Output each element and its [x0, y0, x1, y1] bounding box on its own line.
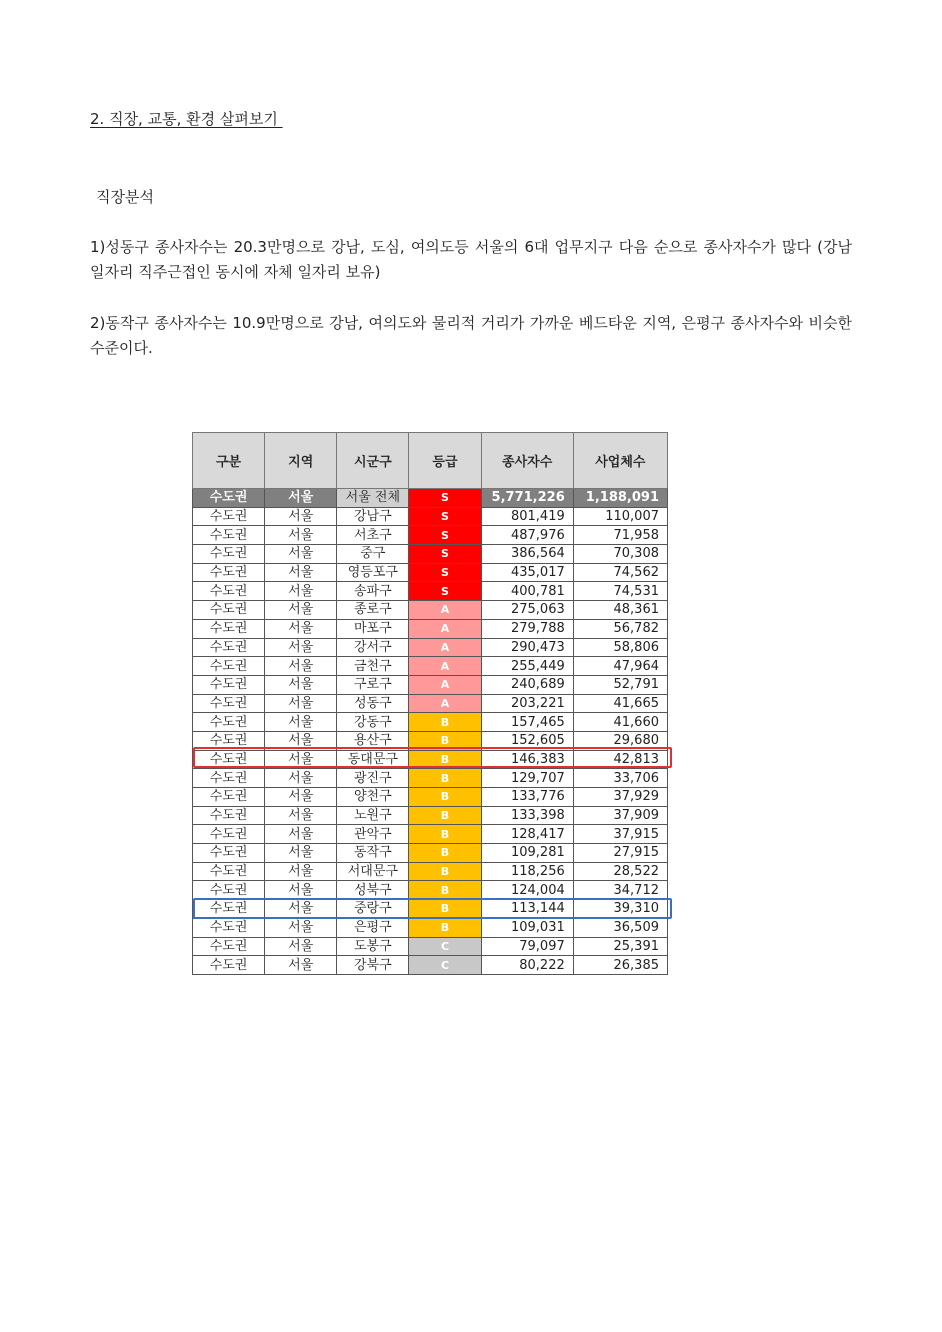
cell-region: 서울	[265, 731, 337, 750]
cell-businesses: 74,531	[573, 582, 667, 601]
cell-grade: S	[409, 507, 481, 526]
cell-workers: 386,564	[481, 545, 573, 564]
cell-area: 수도권	[193, 601, 265, 620]
cell-region: 서울	[265, 918, 337, 937]
cell-district: 동작구	[337, 844, 409, 863]
cell-grade: B	[409, 862, 481, 881]
table-row	[193, 862, 668, 881]
table-row	[193, 788, 668, 807]
cell-area: 수도권	[193, 956, 265, 975]
table-row	[193, 750, 668, 769]
cell-region: 서울	[265, 489, 337, 508]
cell-grade: B	[409, 844, 481, 863]
cell-district: 강북구	[337, 956, 409, 975]
cell-region: 서울	[265, 657, 337, 676]
cell-region: 서울	[265, 694, 337, 713]
cell-region: 서울	[265, 601, 337, 620]
cell-grade: B	[409, 918, 481, 937]
cell-area: 수도권	[193, 731, 265, 750]
cell-district: 중랑구	[337, 900, 409, 919]
cell-region: 서울	[265, 750, 337, 769]
cell-businesses: 110,007	[573, 507, 667, 526]
table-row	[193, 918, 668, 937]
header-grade: 등급	[409, 433, 481, 489]
cell-region: 서울	[265, 563, 337, 582]
cell-workers: 128,417	[481, 825, 573, 844]
cell-region: 서울	[265, 545, 337, 564]
cell-grade: B	[409, 713, 481, 732]
cell-region: 서울	[265, 526, 337, 545]
cell-grade: B	[409, 788, 481, 807]
table-row	[193, 825, 668, 844]
table-row	[193, 657, 668, 676]
header-district: 시군구	[337, 433, 409, 489]
table-row	[193, 601, 668, 620]
cell-region: 서울	[265, 825, 337, 844]
table-row	[193, 545, 668, 564]
cell-region: 서울	[265, 582, 337, 601]
cell-district: 마포구	[337, 619, 409, 638]
cell-area: 수도권	[193, 900, 265, 919]
header-area: 구분	[193, 433, 265, 489]
cell-businesses: 41,660	[573, 713, 667, 732]
cell-region: 서울	[265, 937, 337, 956]
cell-businesses: 56,782	[573, 619, 667, 638]
table-row	[193, 731, 668, 750]
cell-region: 서울	[265, 806, 337, 825]
cell-area: 수도권	[193, 507, 265, 526]
table-row	[193, 881, 668, 900]
table-row	[193, 937, 668, 956]
cell-businesses: 39,310	[573, 900, 667, 919]
cell-district: 관악구	[337, 825, 409, 844]
cell-grade: A	[409, 694, 481, 713]
cell-district: 성동구	[337, 694, 409, 713]
cell-businesses: 71,958	[573, 526, 667, 545]
cell-workers: 203,221	[481, 694, 573, 713]
cell-district: 강동구	[337, 713, 409, 732]
cell-region: 서울	[265, 507, 337, 526]
cell-area: 수도권	[193, 675, 265, 694]
cell-workers: 133,398	[481, 806, 573, 825]
cell-area: 수도권	[193, 825, 265, 844]
header-workers: 종사자수	[481, 433, 573, 489]
cell-district: 영등포구	[337, 563, 409, 582]
cell-grade: B	[409, 881, 481, 900]
cell-region: 서울	[265, 619, 337, 638]
cell-grade: S	[409, 582, 481, 601]
cell-district: 도봉구	[337, 937, 409, 956]
cell-grade: A	[409, 638, 481, 657]
table-row	[193, 507, 668, 526]
cell-workers: 124,004	[481, 881, 573, 900]
cell-grade: C	[409, 956, 481, 975]
cell-businesses: 33,706	[573, 769, 667, 788]
cell-region: 서울	[265, 713, 337, 732]
cell-businesses: 42,813	[573, 750, 667, 769]
cell-grade: C	[409, 937, 481, 956]
cell-district: 은평구	[337, 918, 409, 937]
cell-grade: B	[409, 900, 481, 919]
cell-district: 송파구	[337, 582, 409, 601]
cell-workers: 79,097	[481, 937, 573, 956]
cell-district: 광진구	[337, 769, 409, 788]
table-row	[193, 675, 668, 694]
cell-workers: 5,771,226	[481, 489, 573, 508]
table-row	[193, 769, 668, 788]
cell-workers: 400,781	[481, 582, 573, 601]
cell-workers: 255,449	[481, 657, 573, 676]
employment-table-container	[192, 432, 668, 975]
cell-workers: 279,788	[481, 619, 573, 638]
cell-district: 강남구	[337, 507, 409, 526]
cell-grade: B	[409, 731, 481, 750]
cell-workers: 435,017	[481, 563, 573, 582]
table-row	[193, 619, 668, 638]
cell-area: 수도권	[193, 619, 265, 638]
cell-businesses: 58,806	[573, 638, 667, 657]
cell-businesses: 74,562	[573, 563, 667, 582]
cell-region: 서울	[265, 638, 337, 657]
cell-businesses: 52,791	[573, 675, 667, 694]
cell-businesses: 36,509	[573, 918, 667, 937]
table-row	[193, 713, 668, 732]
cell-businesses: 34,712	[573, 881, 667, 900]
cell-workers: 152,605	[481, 731, 573, 750]
cell-district: 동대문구	[337, 750, 409, 769]
cell-area: 수도권	[193, 657, 265, 676]
cell-workers: 80,222	[481, 956, 573, 975]
cell-district: 강서구	[337, 638, 409, 657]
cell-district: 노원구	[337, 806, 409, 825]
cell-businesses: 70,308	[573, 545, 667, 564]
paragraph-1: 1)성동구 종사자수는 20.3만명으로 강남, 도심, 여의도등 서울의 6대 업무지구 다음 순으로 종사자수가 많다 (강남 일자리 직주근접인 동시에 자체 일자리 보유)	[90, 238, 852, 281]
cell-businesses: 29,680	[573, 731, 667, 750]
cell-businesses: 47,964	[573, 657, 667, 676]
cell-workers: 240,689	[481, 675, 573, 694]
cell-district: 서울 전체	[337, 489, 409, 508]
cell-workers: 801,419	[481, 507, 573, 526]
table-header-row	[193, 433, 668, 489]
cell-area: 수도권	[193, 750, 265, 769]
section-title: 2. 직장, 교통, 환경 살펴보기	[90, 110, 283, 128]
cell-district: 성북구	[337, 881, 409, 900]
cell-grade: A	[409, 675, 481, 694]
cell-area: 수도권	[193, 563, 265, 582]
cell-workers: 487,976	[481, 526, 573, 545]
cell-businesses: 41,665	[573, 694, 667, 713]
cell-district: 종로구	[337, 601, 409, 620]
cell-area: 수도권	[193, 769, 265, 788]
table-row	[193, 638, 668, 657]
cell-grade: S	[409, 563, 481, 582]
cell-grade: B	[409, 750, 481, 769]
cell-area: 수도권	[193, 526, 265, 545]
cell-businesses: 27,915	[573, 844, 667, 863]
cell-workers: 133,776	[481, 788, 573, 807]
cell-workers: 290,473	[481, 638, 573, 657]
cell-area: 수도권	[193, 545, 265, 564]
cell-workers: 275,063	[481, 601, 573, 620]
cell-district: 중구	[337, 545, 409, 564]
employment-table	[192, 432, 668, 975]
cell-businesses: 37,909	[573, 806, 667, 825]
cell-area: 수도권	[193, 806, 265, 825]
cell-workers: 109,031	[481, 918, 573, 937]
table-row	[193, 694, 668, 713]
cell-area: 수도권	[193, 489, 265, 508]
table-row	[193, 806, 668, 825]
cell-region: 서울	[265, 956, 337, 975]
cell-district: 용산구	[337, 731, 409, 750]
cell-grade: A	[409, 657, 481, 676]
cell-businesses: 26,385	[573, 956, 667, 975]
sub-title: 직장분석	[96, 188, 154, 206]
cell-grade: S	[409, 489, 481, 508]
cell-businesses: 37,915	[573, 825, 667, 844]
cell-businesses: 48,361	[573, 601, 667, 620]
cell-workers: 157,465	[481, 713, 573, 732]
cell-district: 양천구	[337, 788, 409, 807]
paragraph-2: 2)동작구 종사자수는 10.9만명으로 강남, 여의도와 물리적 거리가 가까운 베드타운 지역, 은평구 종사자수와 비슷한 수준이다.	[90, 314, 852, 357]
cell-area: 수도권	[193, 788, 265, 807]
cell-region: 서울	[265, 900, 337, 919]
header-businesses: 사업체수	[573, 433, 667, 489]
table-row	[193, 489, 668, 508]
cell-grade: B	[409, 806, 481, 825]
cell-area: 수도권	[193, 862, 265, 881]
cell-grade: S	[409, 526, 481, 545]
cell-grade: A	[409, 601, 481, 620]
cell-grade: B	[409, 769, 481, 788]
cell-region: 서울	[265, 675, 337, 694]
header-region: 지역	[265, 433, 337, 489]
cell-area: 수도권	[193, 694, 265, 713]
cell-grade: S	[409, 545, 481, 564]
cell-workers: 146,383	[481, 750, 573, 769]
cell-businesses: 28,522	[573, 862, 667, 881]
table-row	[193, 956, 668, 975]
cell-grade: A	[409, 619, 481, 638]
cell-area: 수도권	[193, 713, 265, 732]
cell-region: 서울	[265, 844, 337, 863]
cell-area: 수도권	[193, 937, 265, 956]
table-row	[193, 582, 668, 601]
cell-region: 서울	[265, 862, 337, 881]
cell-workers: 118,256	[481, 862, 573, 881]
cell-district: 서대문구	[337, 862, 409, 881]
cell-workers: 109,281	[481, 844, 573, 863]
table-row	[193, 844, 668, 863]
cell-workers: 113,144	[481, 900, 573, 919]
table-row	[193, 526, 668, 545]
cell-grade: B	[409, 825, 481, 844]
cell-district: 서초구	[337, 526, 409, 545]
cell-district: 구로구	[337, 675, 409, 694]
cell-region: 서울	[265, 769, 337, 788]
cell-businesses: 1,188,091	[573, 489, 667, 508]
cell-area: 수도권	[193, 638, 265, 657]
cell-region: 서울	[265, 788, 337, 807]
cell-area: 수도권	[193, 918, 265, 937]
table-row	[193, 900, 668, 919]
cell-area: 수도권	[193, 881, 265, 900]
cell-area: 수도권	[193, 844, 265, 863]
table-row	[193, 563, 668, 582]
cell-businesses: 37,929	[573, 788, 667, 807]
cell-area: 수도권	[193, 582, 265, 601]
cell-district: 금천구	[337, 657, 409, 676]
cell-region: 서울	[265, 881, 337, 900]
cell-businesses: 25,391	[573, 937, 667, 956]
cell-workers: 129,707	[481, 769, 573, 788]
